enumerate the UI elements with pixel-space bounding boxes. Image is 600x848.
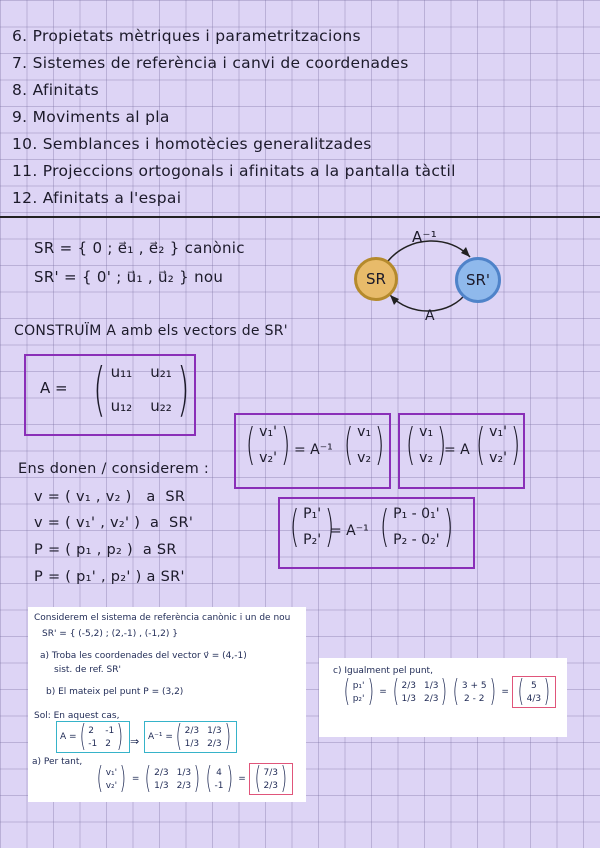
right-paren: ) <box>280 761 288 796</box>
topic-item: 10. Semblances i homotècies generalitzades <box>12 135 372 153</box>
topic-item: 12. Afinitats a l'espai <box>12 189 182 207</box>
exercise-sol: Sol: En aquest cas, <box>34 711 120 721</box>
vector-entry: v₁ <box>419 424 434 440</box>
left-paren: ( <box>517 674 524 709</box>
sr-node: SR <box>354 257 398 301</box>
matrix-cell: u₂₂ <box>150 397 172 415</box>
result-box <box>512 676 556 708</box>
matrix-label: A⁻¹ = <box>148 732 173 742</box>
left-paren: ( <box>145 761 152 796</box>
left-paren: ( <box>175 719 183 754</box>
matrix-cell: 1/3 <box>176 767 192 778</box>
left-paren: ( <box>343 674 351 709</box>
vector-entry: p₂' <box>352 693 365 704</box>
exercise-sr: SR' = { (-5,2) ; (2,-1) , (-1,2) } <box>42 629 178 639</box>
matrix-cell: 2/3 <box>401 680 416 691</box>
vector-entry: P₂' <box>303 532 322 548</box>
left-paren: ( <box>452 674 460 709</box>
matrix-a-cells <box>111 363 172 415</box>
matrix-cell: 1/3 <box>401 693 416 704</box>
exercise-a2: sist. de ref. SR' <box>54 665 121 675</box>
given-line: P = ( p₁ , p₂ ) a SR <box>34 542 177 558</box>
right-paren: ) <box>374 419 385 470</box>
right-paren: ) <box>324 501 335 552</box>
vector-entry: p₁' <box>352 680 365 691</box>
result-box <box>249 763 293 795</box>
exercise-c: c) Igualment pel punt, <box>333 666 433 676</box>
right-paren: ) <box>116 719 124 754</box>
matrix-cell: 1/3 <box>184 738 200 749</box>
top-arrowhead <box>461 247 470 257</box>
matrix-cell: 2/3 <box>176 780 192 791</box>
equation-inverse-box <box>234 413 391 489</box>
right-paren: ) <box>441 674 448 709</box>
vector-entry: 3 + 5 <box>461 680 487 691</box>
left-paren: ( <box>79 719 86 754</box>
vector-entry: v₂' <box>489 450 507 466</box>
right-paren: ) <box>176 355 190 423</box>
exercise-a: a) Troba les coordenades del vector v⃗ = (4,-1) <box>40 651 247 661</box>
exercise-card <box>28 607 306 802</box>
exercise-matrix-a <box>56 721 130 753</box>
equation-point-box <box>278 497 475 569</box>
right-paren: ) <box>367 674 374 709</box>
matrix-cell: u₂₁ <box>150 363 172 381</box>
matrix-cell: -1 <box>88 738 98 749</box>
given-title: Ens donen / considerem : <box>18 461 210 477</box>
matrix-cell: 1/3 <box>423 680 439 691</box>
eq2-operator: = A <box>444 442 470 458</box>
left-paren: ( <box>405 419 416 470</box>
matrix-a <box>88 355 194 423</box>
matrix-cell: 2 <box>88 725 95 736</box>
left-paren: ( <box>205 761 212 796</box>
left-paren: ( <box>93 355 106 423</box>
vector-entry: P₁ - 0₁' <box>393 506 440 522</box>
matrix-cell: 2/3 <box>423 693 439 704</box>
left-paren: ( <box>475 419 486 470</box>
left-paren: ( <box>289 501 300 552</box>
right-paren: ) <box>543 674 551 709</box>
eq2-rhs <box>472 419 524 470</box>
construct-text: CONSTRUÏM A amb els vectors de SR' <box>14 323 288 339</box>
topic-item: 6. Propietats mètriques i parametritzacions <box>12 27 361 45</box>
right-paren: ) <box>436 419 447 470</box>
right-paren: ) <box>280 419 291 470</box>
left-paren: ( <box>343 419 354 470</box>
given-line: v = ( v₁' , v₂' ) a SR' <box>34 515 194 531</box>
right-paren: ) <box>224 719 231 754</box>
vector-entry: 4/3 <box>526 693 542 704</box>
left-paren: ( <box>379 501 390 552</box>
right-paren: ) <box>226 761 233 796</box>
eq3-operator: = A⁻¹ <box>330 523 369 539</box>
topic-item: 9. Moviments al pla <box>12 108 170 126</box>
topic-item: 8. Afinitats <box>12 81 99 99</box>
eq3-rhs <box>376 501 457 552</box>
matrix-cell: 2/3 <box>184 725 200 736</box>
arrow-label-inverse: A⁻¹ <box>412 228 438 246</box>
sr-prime-node: SR' <box>455 257 501 303</box>
left-paren: ( <box>254 761 261 796</box>
vector-entry: v₂' <box>259 450 277 466</box>
right-paren: ) <box>510 419 521 470</box>
topic-item: 11. Projeccions ortogonals i afinitats a la pantalla tàctil <box>12 162 456 180</box>
vector-entry: 5 <box>530 680 537 691</box>
given-line: P = ( p₁' , p₂' ) a SR' <box>34 569 185 585</box>
matrix-cell: 2/3 <box>207 738 222 749</box>
right-paren: ) <box>193 761 201 796</box>
vector-entry: 7/3 <box>263 767 278 778</box>
exercise-a-solution: a) Per tant, <box>32 757 83 767</box>
matrix-cell: u₁₂ <box>110 397 133 415</box>
vector-entry: v₁' <box>259 424 277 440</box>
matrix-cell: 2/3 <box>154 767 169 778</box>
exercise-vector-computation: ( v₁' v₂' ) = ( 2/3 1/3 1/3 2/3 ) ( 4 -1 ) = ( 7/3 2/3 ) <box>94 763 293 795</box>
right-paren: ) <box>443 501 453 552</box>
vector-entry: -1 <box>214 780 224 791</box>
left-paren: ( <box>245 419 256 470</box>
exercise-intro: Considerem el sistema de referència canònic i un de nou <box>34 613 291 623</box>
arrow-label-a: A <box>425 308 435 324</box>
given-line: v = ( v₁ , v₂ ) a SR <box>34 489 186 505</box>
matrix-cell: 1/3 <box>154 780 169 791</box>
left-paren: ( <box>96 761 104 796</box>
vector-entry: 2 - 2 <box>464 693 485 704</box>
exercise-b: b) El mateix pel punt P = (3,2) <box>46 687 184 697</box>
vector-entry: 4 <box>216 767 222 778</box>
matrix-a-box <box>24 354 196 436</box>
vector-entry: v₁' <box>489 424 507 440</box>
right-paren: ) <box>119 761 127 796</box>
exercise-point-computation: ( p₁' p₂' ) = ( 2/3 1/3 1/3 2/3 ) ( 3 + 5 2 - 2 ) = ( 5 4/3 ) <box>341 676 556 708</box>
matrix-cell: 1/3 <box>207 725 222 736</box>
bottom-arrowhead <box>390 295 399 305</box>
vector-entry: v₂ <box>357 450 372 466</box>
vector-entry: P₁' <box>303 506 322 522</box>
implies-arrow: ⇒ <box>130 735 140 748</box>
sr-definition: SR = { 0 ; e⃗₁ , e⃗₂ } canònic <box>34 239 245 257</box>
vector-entry: v₁' <box>105 767 118 778</box>
vector-entry: v₁ <box>357 424 372 440</box>
sr-prime-definition: SR' = { 0' ; u⃗₁ , u⃗₂ } nou <box>34 268 224 286</box>
point-solution-card <box>319 658 567 737</box>
eq1-rhs <box>340 419 388 470</box>
vector-entry: v₂ <box>419 450 434 466</box>
left-paren: ( <box>392 674 399 709</box>
right-paren: ) <box>489 674 496 709</box>
divider <box>0 216 600 218</box>
vector-entry: P₂ - 0₂' <box>393 532 440 548</box>
exercise-matrix-a-inverse <box>144 721 237 753</box>
matrix-label: A = <box>60 732 77 742</box>
matrix-a-label: A = <box>40 379 68 397</box>
matrix-cell: u₁₁ <box>110 363 133 381</box>
eq2-lhs <box>402 419 450 470</box>
vector-entry: 2/3 <box>263 780 278 791</box>
matrix-cell: -1 <box>105 725 115 736</box>
vector-entry: v₂' <box>105 780 118 791</box>
eq1-operator: = A⁻¹ <box>294 442 333 458</box>
matrix-cell: 2 <box>105 738 111 749</box>
eq1-lhs <box>242 419 294 470</box>
equation-a-box <box>398 413 525 489</box>
topic-item: 7. Sistemes de referència i canvi de coordenades <box>12 54 409 72</box>
